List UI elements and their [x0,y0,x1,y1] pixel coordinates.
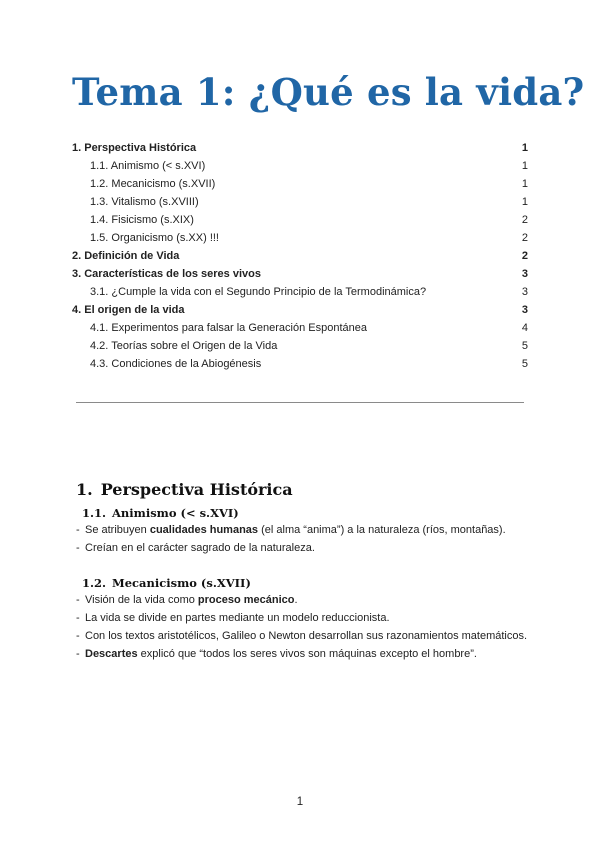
toc-entry[interactable] [72,268,528,286]
toc-entry-page: 4 [521,322,528,334]
bullet-text: explicó que “todos los seres vivos son máquinas excepto el hombre”. [137,648,477,660]
bullet-dash: - [76,630,80,642]
toc-entry-label: 1.4. Fisicismo (s.XIX) [90,214,194,226]
toc-entry-page: 1 [521,142,528,154]
toc-entry-label: 1.5. Organicismo (s.XX) !!! [90,232,219,244]
list-item [76,627,528,645]
toc-entry[interactable] [72,214,528,232]
toc-entry-page: 2 [521,232,528,244]
bullet-text: Con los textos aristotélicos, Galileo o Newton desarrollan sus razonamientos matemáticos. [85,630,528,642]
bullet-dash: - [76,542,80,554]
section-heading [76,480,293,499]
toc-entry-label: 4.3. Condiciones de la Abiogénesis [90,358,262,370]
toc-entry-page: 3 [521,268,528,280]
toc-entry-label: 4.1. Experimentos para falsar la Generación Espontánea [90,322,367,334]
subsection-heading-animismo [82,506,239,520]
emphasis-text: proceso mecánico [197,594,295,606]
subsection-heading-mecanicismo [82,576,251,590]
toc-entry-page: 2 [521,250,528,262]
toc-entry[interactable] [72,142,528,160]
toc-entry-label: 3. Características de los seres vivos [72,268,261,280]
toc-entry-page: 1 [521,160,528,172]
toc-entry-label: 3.1. ¿Cumple la vida con el Segundo Principio de la Termodinámica? [90,286,427,298]
list-item [76,539,528,557]
toc-entry[interactable] [72,322,528,340]
toc-entry-label: 1.3. Vitalismo (s.XVIII) [90,196,199,208]
bullet-text: La vida se divide en partes mediante un modelo reduccionista. [85,612,390,624]
subsection-title: Animismo (< s.XVI) [112,506,239,520]
bullet-dash: - [76,612,80,624]
list-item [76,609,528,627]
toc-entry[interactable] [72,358,528,376]
toc-entry-page: 5 [521,340,528,352]
toc-entry[interactable] [72,232,528,250]
list-item [76,591,528,609]
bullet-text: . [294,594,298,606]
toc-entry[interactable] [72,250,528,268]
bullet-text: Creían en el carácter sagrado de la naturaleza. [85,542,315,554]
toc-entry-page: 3 [521,304,528,316]
page-number: 1 [296,796,304,808]
toc-entry-page: 1 [521,196,528,208]
bullet-dash: - [76,524,80,536]
toc-entry[interactable] [72,196,528,214]
section-divider [76,402,524,403]
table-of-contents [72,142,528,376]
toc-entry-label: 1.1. Animismo (< s.XVI) [90,160,206,172]
section-number: 1. [76,480,93,499]
bullet-list-animismo [76,521,528,557]
subsection-number: 1.1. [82,506,107,520]
bullet-text: Visión de la vida como [85,594,198,606]
toc-entry-label: 2. Definición de Vida [72,250,180,262]
bullet-dash: - [76,594,80,606]
toc-entry[interactable] [72,160,528,178]
toc-entry-label: 1. Perspectiva Histórica [72,142,197,154]
toc-entry[interactable] [72,340,528,358]
subsection-title: Mecanicismo (s.XVII) [112,576,251,590]
toc-entry-page: 1 [521,178,528,190]
bullet-dash: - [76,648,80,660]
toc-entry[interactable] [72,178,528,196]
toc-entry[interactable] [72,304,528,322]
list-item [76,645,528,663]
toc-entry-page: 3 [521,286,528,298]
bullet-list-mecanicismo [76,591,528,663]
emphasis-text: cualidades humanas [149,524,259,536]
section-title: Perspectiva Histórica [100,480,293,499]
subsection-number: 1.2. [82,576,107,590]
toc-entry-page: 5 [521,358,528,370]
toc-entry-label: 4.2. Teorías sobre el Origen de la Vida [90,340,278,352]
toc-entry[interactable] [72,286,528,304]
toc-entry-page: 2 [521,214,528,226]
toc-entry-label: 4. El origen de la vida [72,304,185,316]
bullet-text: Se atribuyen [85,524,150,536]
emphasis-text: Descartes [85,648,138,660]
document-title: Tema 1: ¿Qué es la vida? [72,70,585,114]
bullet-text: (el alma “anima”) a la naturaleza (ríos, montañas). [258,524,506,536]
toc-entry-label: 1.2. Mecanicismo (s.XVII) [90,178,216,190]
list-item [76,521,528,539]
